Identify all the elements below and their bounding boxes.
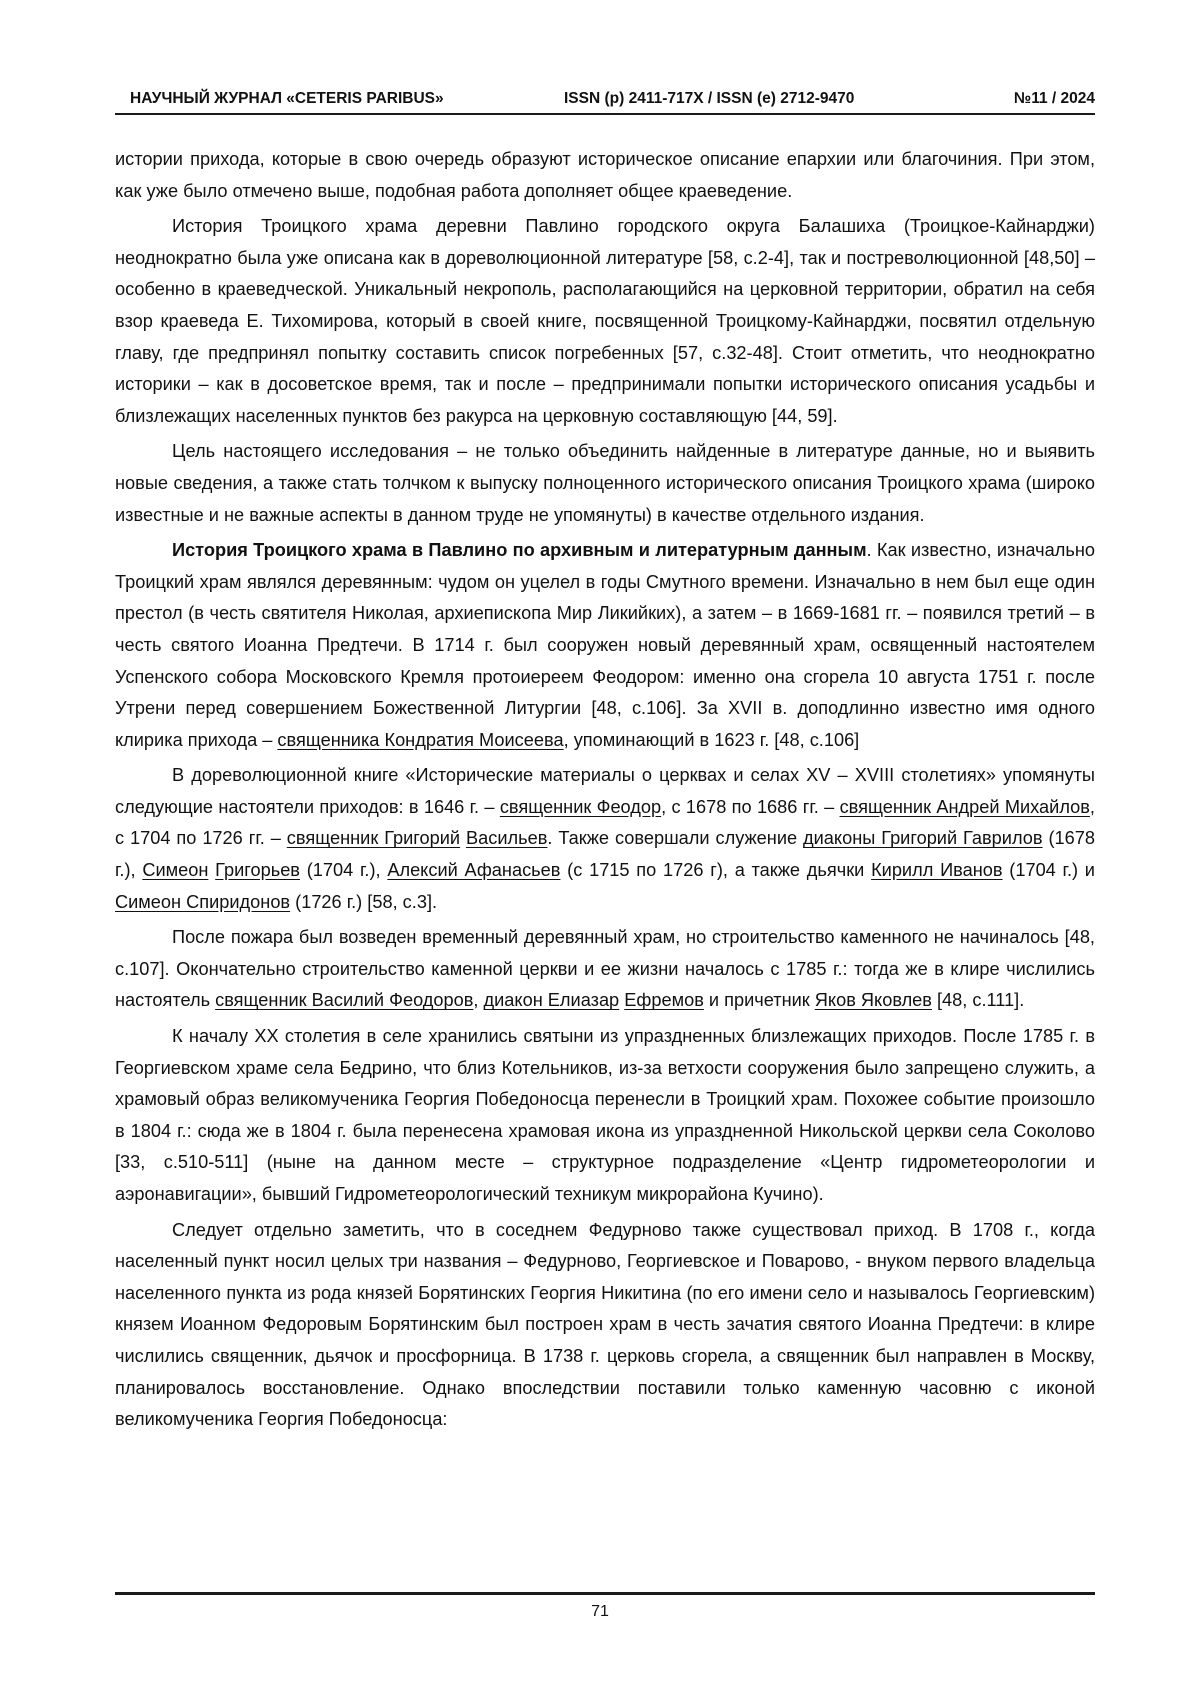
clergy-name: священник Василий Феодоров <box>215 990 474 1011</box>
clergy-name: диаконы Григорий Гаврилов <box>803 828 1043 849</box>
header-divider <box>115 113 1095 115</box>
clergy-name: Симеон Спиридонов <box>115 891 291 912</box>
article-body <box>115 144 1095 1436</box>
paragraph-history-overview: История Троицкого храма деревни Павлино городского округа Балашиха (Троицкое-Кайнарджи) неоднократно была уже описана как в дореволюционной литературе [58, с.2-4], так и постреволюционной [48,50] – особенно в краеведческой. Уникальный некрополь, располагающийся на церковной территории, обратил на себя взор краеведа Е. Тихомирова, который в своей книге, посвященной Троицкому-Кайнарджи, посвятил отдельную главу, где предпринял попытку составить список погребенных [57, с.32-48]. Стоит отметить, что неоднократно историки – как в досоветское время, так и после – предпринимали попытки исторического описания усадьбы и близлежащих населенных пунктов без ракурса на церковную составляющую [44, 59]. <box>115 216 1095 426</box>
paragraph-stone-church: После пожара был возведен временный деревянный храм, но строительство каменного не начиналось [48, с.107]. Окончательно строительство каменной церкви и ее жизни началось с 1785 г.: тогда же в клире числились настоятель священник Василий Феодоров, диакон Елиазар Ефремов и причетник Яков Яковлев [48, с.111]. <box>115 927 1095 1011</box>
paragraph-fedurnovo: Следует отдельно заметить, что в соседнем Федурново также существовал приход. В 1708 г., когда населенный пункт носил целых три названия – Федурново, Георгиевское и Поварово, - внуком первого владельца населенного пункта из рода князей Борятинских Георгия Никитина (по его имени село и называлось Георгиевским) князем Иоанном Федоровым Борятинским был построен храм в честь зачатия святого Иоанна Предтечи: в клире числились священник, дьячок и просфорница. В 1738 г. церковь сгорела, а священник был направлен в Москву, планировалось восстановление. Однако впоследствии поставили только каменную часовню с иконой великомученика Георгия Победоносца: <box>115 1219 1095 1430</box>
section-heading: История Троицкого храма в Павлино по архивным и литературным данным <box>172 540 867 561</box>
running-header <box>115 86 1095 114</box>
clergy-name: священника Кондратия Моисеева <box>277 729 564 750</box>
journal-title: НАУЧНЫЙ ЖУРНАЛ «CETERIS PARIBUS» <box>130 90 444 107</box>
clergy-name: Алексий Афанасьев <box>387 860 561 881</box>
issn-info: ISSN (p) 2411-717X / ISSN (e) 2712-9470 <box>564 90 855 107</box>
paragraph-continuation: истории прихода, которые в свою очередь образуют историческое описание епархии или благочиния. При этом, как уже было отмечено выше, подобная работа дополняет общее краеведение. <box>115 149 1095 201</box>
page-number: 71 <box>591 1603 609 1620</box>
clergy-name: Григорьев <box>215 860 300 881</box>
clergy-name: Кирилл Иванов <box>871 860 1003 881</box>
clergy-name: диакон Елиазар <box>483 990 620 1011</box>
paragraph-shrines: К началу XX столетия в селе хранились святыни из упраздненных близлежащих приходов. После 1785 г. в Георгиевском храме села Бедрино, что близ Котельников, из-за ветхости сооружения было запрещено служить, а храмовый образ великомученика Георгия Победоносца перенесли в Троицкий храм. Похожее событие произошло в 1804 г.: сюда же в 1804 г. была перенесена храмовая икона из упраздненной Никольской церкви села Соколово [33, с.510-511] (ныне на данном месте – структурное подразделение «Центр гидрометеорологии и аэронавигации», бывший Гидрометеорологический техникум микрорайона Кучино). <box>115 1026 1095 1204</box>
clergy-name: Симеон <box>142 860 209 881</box>
clergy-name: Яков Яковлев <box>814 990 932 1011</box>
clergy-name: священник Феодор <box>499 796 662 817</box>
issue-number: №11 / 2024 <box>1013 90 1095 107</box>
paragraph-prerevolutionary-book: В дореволюционной книге «Исторические материалы о церквах и селах XV – XVIII столетиях» упомянуты следующие настоятели приходов: в 1646 г. – священник Феодор, с 1678 по 1686 гг. – священник Андрей Михайлов, с 1704 по 1726 гг. – священник Григорий Васильев. Также совершали служение диаконы Григорий Гаврилов (1678 г.), Симеон Григорьев (1704 г.), Алексий Афанасьев (с 1715 по 1726 г), а также дьячки Кирилл Иванов (1704 г.) и Симеон Спиридонов (1726 г.) [58, с.3]. <box>115 765 1095 912</box>
footer-divider <box>115 1592 1095 1595</box>
clergy-name: Ефремов <box>624 990 704 1011</box>
paragraph-archival-history: История Троицкого храма в Павлино по архивным и литературным данным. Как известно, изначально Троицкий храм являлся деревянным: чудом он уцелел в годы Смутного времени. Изначально в нем был еще один престол (в честь святителя Николая, архиепископа Мир Ликийких), а затем – в 1669-1681 гг. – появился третий – в честь святого Иоанна Предтечи. В 1714 г. был сооружен новый деревянный храм, освященный настоятелем Успенского собора Московского Кремля протоиереем Феодором: именно она сгорела 10 августа 1751 г. после Утрени перед совершением Божественной Литургии [48, с.106]. За XVII в. доподлинно известно имя одного клирика прихода – священника Кондратия Моисеева, упоминающий в 1623 г. [48, с.106] <box>115 540 1095 750</box>
clergy-name: священник Андрей Михайлов <box>839 796 1090 817</box>
clergy-name: священник Григорий <box>286 828 461 849</box>
clergy-name: Васильев <box>466 828 548 849</box>
paragraph-research-goal: Цель настоящего исследования – не только объединить найденные в литературе данные, но и выявить новые сведения, а также стать толчком к выпуску полноценного исторического описания Троицкого храма (широко известные и не важные аспекты в данном труде не упомянуты) в качестве отдельного издания. <box>115 441 1095 525</box>
